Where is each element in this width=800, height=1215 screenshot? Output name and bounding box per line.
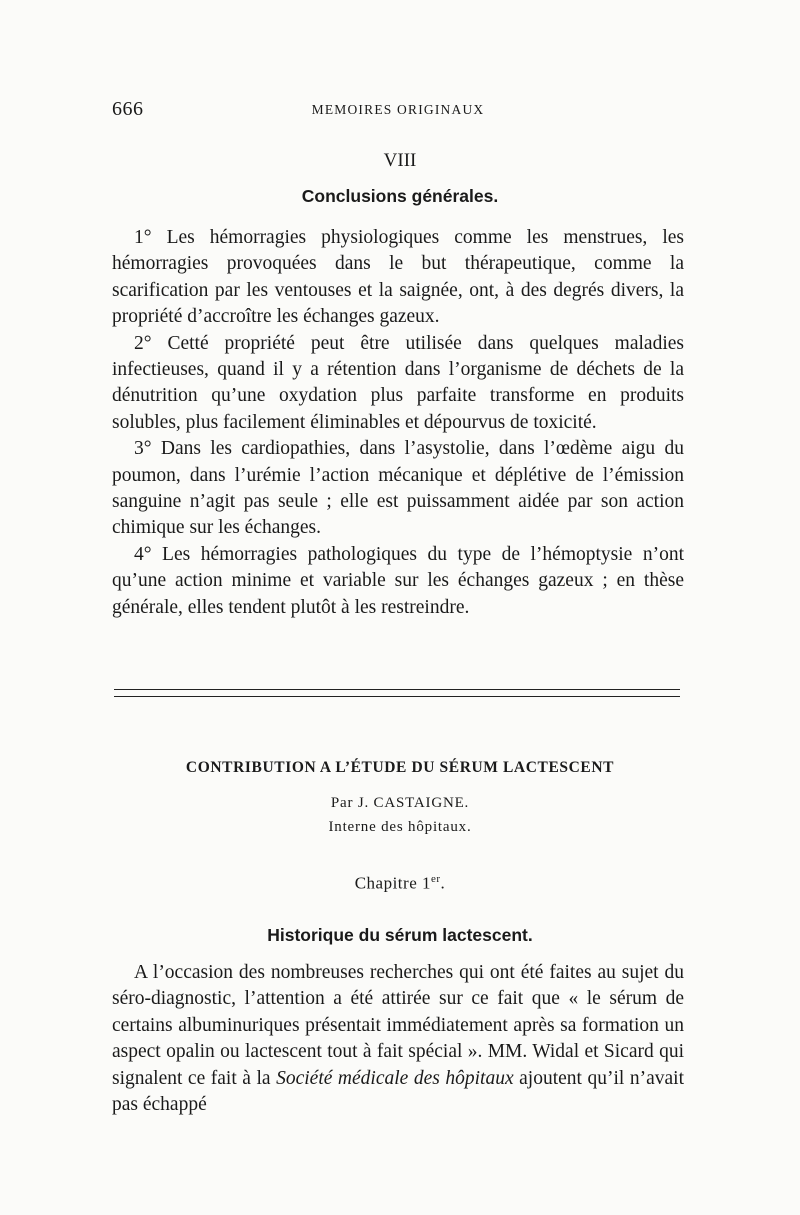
page-number: 666 — [112, 98, 144, 120]
section-heading: Conclusions générales. — [301, 186, 499, 206]
chapter-superscript: er — [431, 873, 441, 885]
divider-rule — [114, 689, 680, 690]
chapter-heading — [0, 873, 800, 894]
conclusions-text — [112, 225, 684, 621]
chapter-title: Historique du sérum lactescent. — [267, 925, 533, 945]
divider-rule — [114, 696, 680, 697]
article-title: CONTRIBUTION A L’ÉTUDE DU SÉRUM LACTESCENT — [185, 759, 615, 776]
paragraph: 2° Cetté propriété peut être utilisée dans quelques maladies infectieuses, quand il y a rétention dans l’organisme de déchets de la dénutrition qu’une oxydation plus parfaite transforme en produits solubles, plus facilement éliminables et dépourvus de toxicité. — [112, 332, 684, 433]
paragraph — [112, 960, 684, 1118]
paragraph-text: A l’occasion des nombreuses recherches qui ont été faites au sujet du séro-diagnostic, l’attention a été attirée sur ce fait que « le sérum de certains albuminuriques présentait immédiatement après sa formation un aspect opalin ou lactescent tout à fait spécial ». MM. Widal et Sicard qui signalent ce fait à la — [112, 962, 684, 1089]
paragraph: 4° Les hémorragies pathologiques du type de l’hémoptysie n’ont qu’une action minime et variable sur les échanges gazeux ; en thèse générale, elles tendent plutôt à les restreindre. — [112, 543, 684, 618]
author-role: Interne des hôpitaux. — [328, 819, 472, 835]
historique-text — [112, 960, 684, 1118]
running-head: MEMOIRES ORIGINAUX — [311, 102, 485, 117]
chapter-label: Chapitre 1 — [354, 873, 431, 893]
paragraph: 3° Dans les cardiopathies, dans l’asystolie, dans l’œdème aigu du poumon, dans l’urémie l’action mécanique et déplétive de l’émission sanguine n’agit pas seule ; elle est puissamment aidée par son action chimique sur les échanges. — [112, 438, 684, 539]
section-number: VIII — [383, 150, 417, 171]
paragraph-text: ajoutent qu’il n’avait pas échappé — [112, 1067, 684, 1116]
author-line: Par J. CASTAIGNE. — [330, 795, 470, 811]
chapter-period: . — [440, 873, 446, 893]
paragraph: 1° Les hémorragies physiologiques comme les menstrues, les hémorragies provoquées dans le but thérapeutique, comme la scarification par les ventouses et la saignée, ont, à des degrés divers, la propriété d’accroître les échanges gazeux. — [112, 227, 684, 328]
journal-name: Société médicale des hôpitaux — [276, 1067, 514, 1089]
page-header — [112, 98, 684, 122]
